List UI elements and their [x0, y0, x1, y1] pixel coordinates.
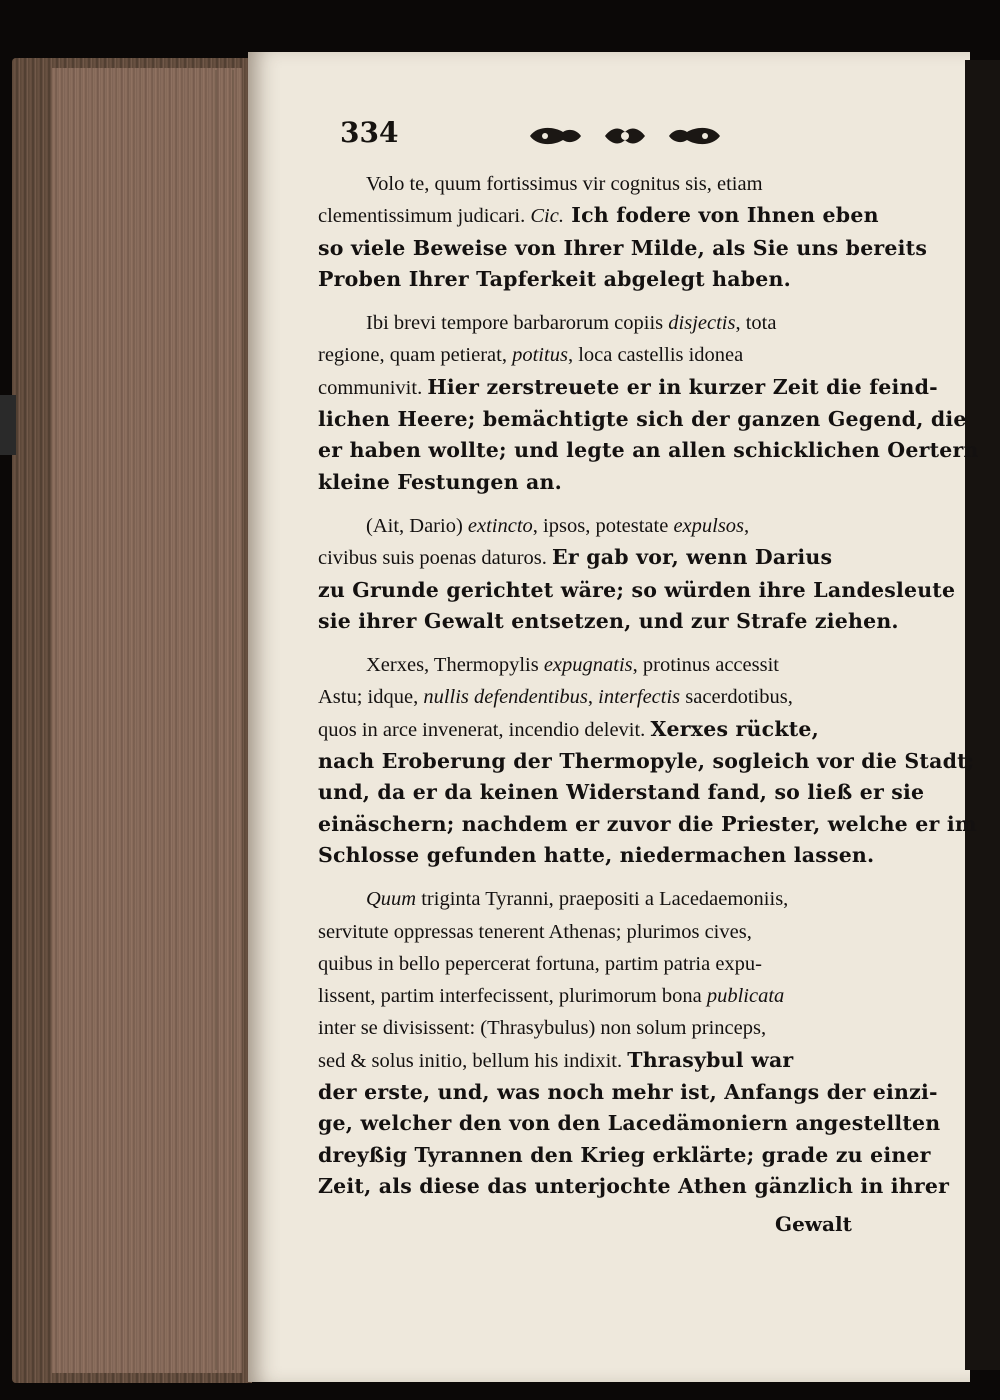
latin-text: Volo te, quum fortissimus vir cognitus sis, etiam: [366, 173, 763, 195]
german-text: Hier zerstreuete er in kurzer Zeit die feind-: [427, 374, 938, 399]
page-text: [318, 168, 979, 1248]
german-text: sie ihrer Gewalt entsetzen, und zur Strafe ziehen.: [318, 608, 899, 633]
latin-text: potitus: [512, 344, 568, 367]
german-text: und, da er da keinen Widerstand fand, so ließ er sie: [318, 780, 925, 805]
latin-text: civibus suis poenas daturos.: [318, 547, 553, 570]
text-line: [318, 777, 925, 808]
latin-text: Xerxes, Thermopylis: [366, 654, 544, 677]
german-text: ge, welcher den von den Lacedämoniern angestellten: [318, 1111, 941, 1136]
text-line: [318, 948, 910, 980]
text-line: [318, 1012, 910, 1044]
text-line: [318, 1171, 950, 1202]
printer-ornament-icon: [525, 122, 725, 150]
german-text: Er gab vor, wenn Darius: [552, 545, 833, 570]
latin-text: ,: [587, 686, 599, 709]
latin-text: Quum: [366, 888, 417, 911]
text-line: [318, 168, 910, 200]
latin-text: quibus in bello pepercerat fortuna, partim patria expu-: [318, 952, 763, 975]
latin-text: sacerdotibus,: [680, 686, 793, 709]
german-text: Thrasybul war: [627, 1047, 794, 1072]
page-header: [340, 116, 900, 156]
text-line: [318, 606, 910, 637]
german-text: nach Eroberung der Thermopyle, sogleich vor die Stadt;: [318, 749, 975, 774]
latin-text: Ibi brevi tempore barbarorum copiis: [366, 312, 669, 335]
paragraph-p2: [318, 307, 979, 498]
paragraph-p4: [318, 649, 977, 871]
text-line: [318, 649, 910, 681]
german-text: so viele Beweise von Ihrer Milde, als Sie uns bereits: [318, 235, 928, 260]
text-line: [318, 264, 910, 295]
paragraph-p3: [318, 510, 956, 637]
page-number: 334: [340, 116, 399, 149]
german-text: Schlosse gefunden hatte, niedermachen lassen.: [318, 842, 875, 867]
latin-text: inter se divisissent: (Thrasybulus) non solum princeps,: [318, 1017, 767, 1040]
text-line: [318, 809, 977, 840]
text-line: [318, 980, 910, 1012]
german-text: lichen Heere; bemächtigte sich der ganzen Gegend, die: [318, 407, 967, 432]
latin-text: Cic.: [530, 205, 564, 228]
catchword: Gewalt: [775, 1212, 852, 1236]
german-text: Ich fodere von Ihnen eben: [563, 203, 879, 228]
text-line: [318, 510, 910, 542]
text-line: [318, 883, 910, 915]
latin-text: regione, quam petierat,: [318, 344, 513, 367]
latin-text: expulsos: [673, 514, 745, 537]
latin-text: communivit.: [318, 376, 428, 399]
right-page-edge: [965, 60, 1000, 1370]
text-line: [318, 575, 956, 606]
german-text: zu Grunde gerichtet wäre; so würden ihre Landesleute: [318, 577, 956, 602]
latin-text: disjectis: [668, 312, 736, 335]
text-line: [318, 681, 910, 713]
latin-text: clementissimum judicari.: [318, 205, 531, 228]
german-text: Xerxes rückte,: [650, 716, 819, 741]
text-line: [318, 233, 928, 264]
text-line: [318, 307, 910, 339]
text-line: [318, 1140, 931, 1171]
text-line: [318, 916, 910, 948]
latin-text: servitute oppressas tenerent Athenas; plurimos cives,: [318, 920, 752, 943]
text-line: [318, 1045, 910, 1077]
text-line: [318, 404, 967, 435]
text-line: [318, 542, 910, 574]
page-tab: [0, 395, 16, 455]
paragraph-p5: [318, 883, 950, 1202]
latin-text: quos in arce invenerat, incendio delevit.: [318, 718, 651, 741]
german-text: Zeit, als diese das unterjochte Athen gänzlich in ihrer: [318, 1173, 950, 1198]
text-line: [318, 339, 910, 371]
latin-text: , loca castellis idonea: [567, 344, 744, 367]
latin-text: triginta Tyranni, praepositi a Lacedaemoniis,: [416, 888, 789, 911]
text-line: [318, 714, 910, 746]
text-line: [318, 1077, 938, 1108]
text-line: [318, 1108, 941, 1139]
text-line: [318, 200, 910, 232]
latin-text: , ipsos, potestate: [532, 514, 674, 537]
latin-text: (Ait, Dario): [366, 514, 468, 537]
text-line: [318, 435, 979, 466]
latin-text: interfectis: [598, 686, 681, 709]
german-text: kleine Festungen an.: [318, 469, 562, 494]
page-gutter-line: [215, 70, 217, 1370]
latin-text: publicata: [706, 985, 785, 1008]
german-text: er haben wollte; und legte an allen schicklichen Oertern: [318, 438, 979, 463]
german-text: der erste, und, was noch mehr ist, Anfangs der einzi-: [318, 1080, 938, 1105]
latin-text: sed & solus initio, bellum his indixit.: [318, 1049, 628, 1072]
german-text: dreyßig Tyrannen den Krieg erklärte; grade zu einer: [318, 1142, 931, 1167]
latin-text: ,: [744, 514, 750, 537]
latin-text: nullis defendentibus: [423, 686, 588, 709]
latin-text: expugnatis: [543, 654, 633, 677]
latin-text: lissent, partim interfecissent, plurimorum bona: [318, 985, 707, 1008]
text-line: [318, 467, 910, 498]
latin-text: , tota: [735, 312, 777, 335]
paragraph-p1: [318, 168, 928, 295]
page-gutter-line: [232, 70, 234, 1370]
text-line: [318, 746, 975, 777]
text-line: [318, 840, 910, 871]
latin-text: , protinus accessit: [632, 654, 779, 677]
german-text: Proben Ihrer Tapferkeit abgelegt haben.: [318, 266, 791, 291]
german-text: einäschern; nachdem er zuvor die Priester, welche er im: [318, 811, 977, 836]
text-line: [318, 372, 938, 404]
latin-text: Astu; idque,: [318, 686, 424, 709]
latin-text: extincto: [467, 514, 533, 537]
